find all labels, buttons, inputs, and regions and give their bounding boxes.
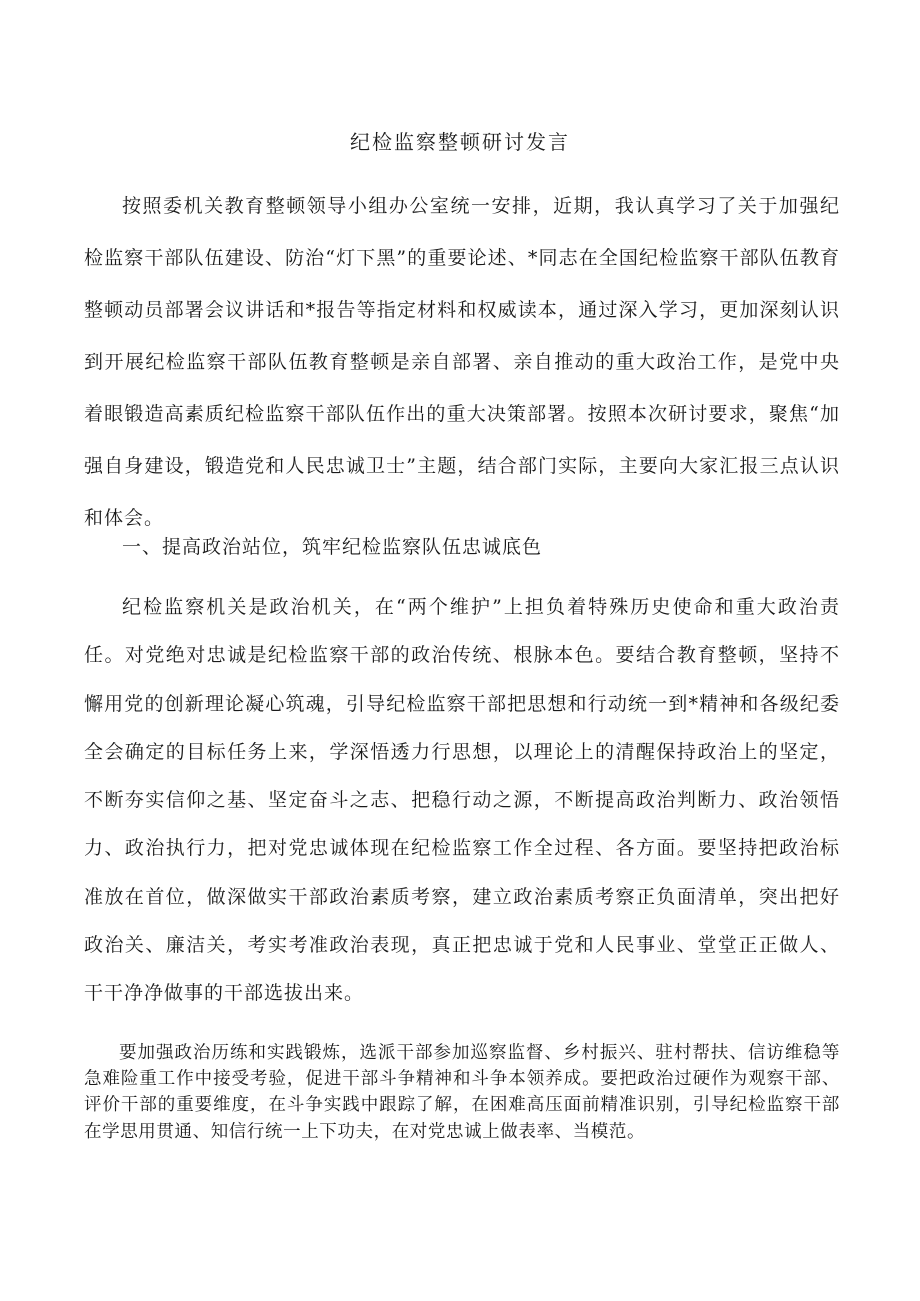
body-paragraph: 纪检监察机关是政治机关，在“两个维护”上担负着特殊历史使命和重大政治责任。对党绝对忠诚是纪检监察干部的政治传统、根脉本色。要结合教育整顿，坚持不懈用党的创新理论凝心筑魂，引导纪检监察干部把思想和行动统一到*精神和各级纪委全会确定的目标任务上来，学深悟透力行思想，以理论上的清醒保持政治上的坚定，不断夯实信仰之基、坚定奋斗之志、把稳行动之源，不断提高政治判断力、政治领悟力、政治执行力，把对党忠诚体现在纪检监察工作全过程、各方面。要坚持把政治标准放在首位，做深做实干部政治素质考察，建立政治素质考察正负面清单，突出把好政治关、廉洁关，考实考准政治表现，真正把忠诚于党和人民事业、堂堂正正做人、干干净净做事的干部选拔出来。	[84, 596, 840, 1005]
body-paragraph-small: 要加强政治历练和实践锻炼，选派干部参加巡察监督、乡村振兴、驻村帮扶、信访维稳等急难险重工作中接受考验，促进干部斗争精神和斗争本领养成。要把政治过硬作为观察干部、评价干部的重要维度，在斗争实践中跟踪了解，在困难高压面前精准识别，引导纪检监察干部在学思用贯通、知信行统一上下功夫，在对党忠诚上做表率、当模范。	[84, 1043, 840, 1142]
section-heading: 一、提高政治站位，筑牢纪检监察队伍忠诚底色	[122, 536, 543, 558]
document-title: 纪检监察整顿研讨发言	[350, 130, 570, 154]
intro-paragraph: 按照委机关教育整顿领导小组办公室统一安排，近期，我认真学习了关于加强纪检监察干部队伍建设、防治“灯下黑”的重要论述、*同志在全国纪检监察干部队伍教育整顿动员部署会议讲话和*报告等指定材料和权威读本，通过深入学习，更加深刻认识到开展纪检监察干部队伍教育整顿是亲自部署、亲自推动的重大政治工作，是党中央着眼锻造高素质纪检监察干部队伍作出的重大决策部署。按照本次研讨要求，聚焦“加强自身建设，锻造党和人民忠诚卫士”主题，结合部门实际，主要向大家汇报三点认识和体会。	[84, 195, 840, 529]
